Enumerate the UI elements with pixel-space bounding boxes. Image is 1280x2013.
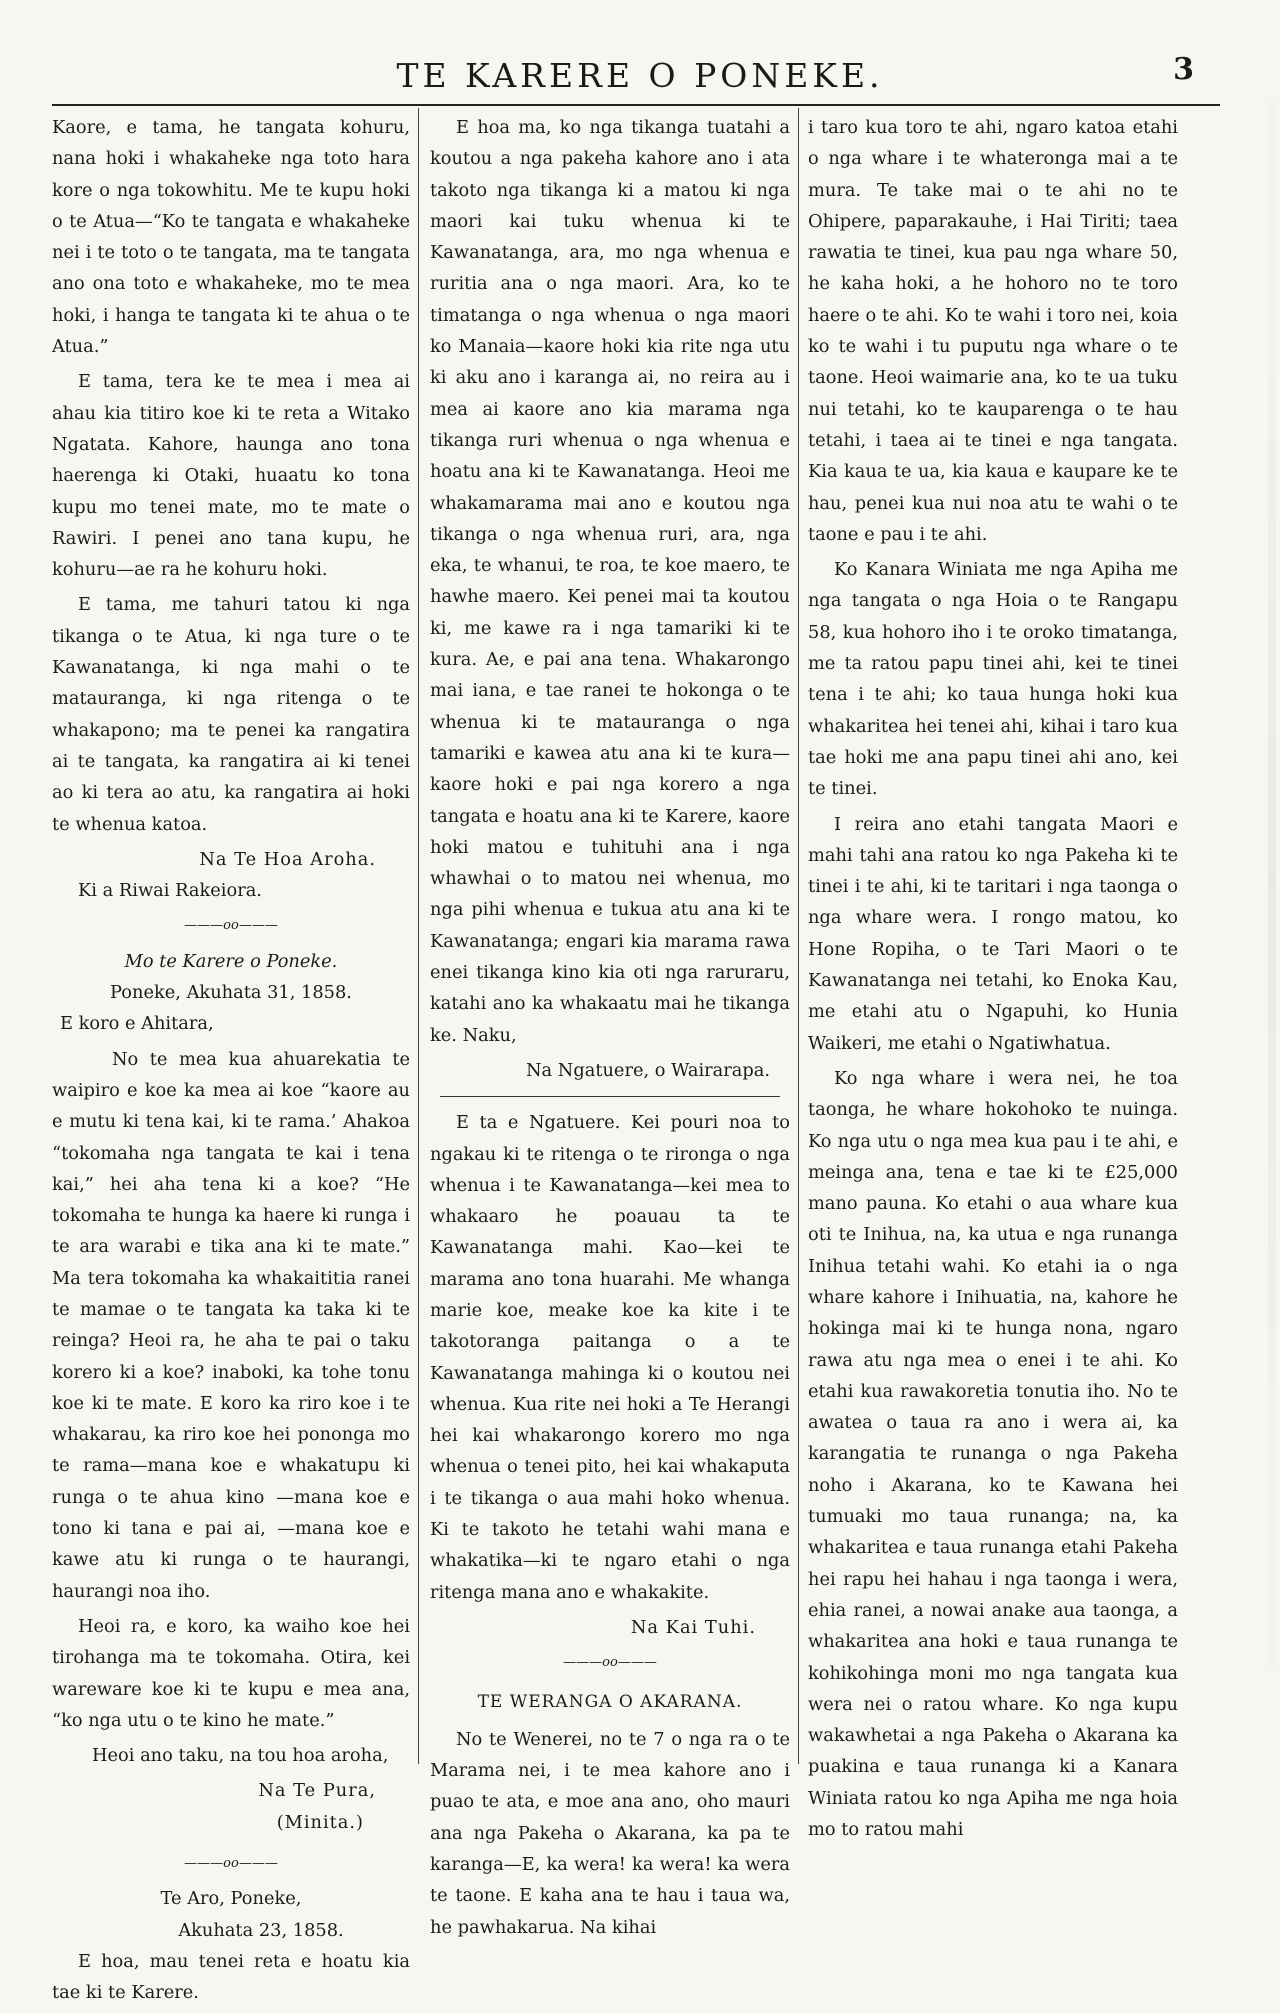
paragraph: E ta e Ngatuere. Kei pouri noa to ngakau ki te ritenga o te rironga o nga whenua i te Kawanatanga—kei mea to whakaaro he poauau ta te Kawanatanga mahi. Kao—kei te marama ano tona huarahi. Me whanga marie koe, meake koe ka kite i te takotoranga paitanga o a te Kawanatanga mahinga ki o koutou nei whenua. Kua rite nei hoki a Te Herangi hei kai whakarongo korero mo nga whenua o tenei pito, hei kai whakaputa i te tikanga o aua mahi hoko whenua. Ki te takoto he tetahi wahi mana e whakatika—ki te ngaro etahi o nga ritenga mana ano e whakakite.: [430, 1112, 790, 1603]
separator: ———oo———: [184, 918, 278, 934]
signature-title: (Minita.): [276, 1811, 364, 1833]
paragraph: E hoa, mau tenei reta e hoatu kia tae ki te Karere.: [52, 1950, 410, 2004]
paragraph: Kaore, e tama, he tangata kohuru, nana hoki i whakaheke nga toto hara kore o nga tokowhitu. Me te kupu hoki o te Atua—“Ko te tangata e whakaheke nei i te toto o te tangata, ma te tangata ano ona toto e whakaheke, mo te mea hoki, i hanga te tangata ki te ahua o te Atua.”: [52, 117, 410, 358]
paragraph: I reira ano etahi tangata Maori e mahi tahi ana ratou ko nga Pakeha ki te tinei i te ahi, ki te taritari i nga taonga o nga whare wera. I rongo matou, ko Hone Ropiha, o te Tari Maori o te Kawanatanga nei tetahi, ko Enoka Kau, me etahi atu o Ngapuhi, ko Hunia Waikeri, me etahi o Ngatiwhatua.: [808, 813, 1178, 1054]
letter-date: Poneke, Akuhata 31, 1858.: [110, 982, 352, 1004]
paragraph: No te mea kua ahuarekatia te waipiro e koe ka mea ai koe “kaore au e mutu ki tena kai, ki te rama.’ Ahakoa “tokomaha nga tangata te kai i tena kai,” hei aha tena ki a koe? “He tokomaha te hunga ka haere ki runga i te ara warabi e tika ana ki te mate.” Ma tera tokomaha ka whakaititia ranei te mamae o te tangata ka taka ki te reinga? Heoi ra, he aha te pai o taku korero ki a koe? inaboki, ka tohe tonu koe ki te mate. E koro ka riro koe i te whakarau, ka riro koe hei pononga mo te rama—mana koe e whakatupu ki runga o te ahua kino —mana koe e tono ki tana e pai ai, —mana koe e kawe atu ki runga o te haurangi, haurangi noa iho.: [52, 1048, 410, 1602]
salutation: E koro e Ahitara,: [60, 1013, 214, 1035]
paragraph: E tama, tera ke te mea i mea ai ahau kia titiro koe ki te reta a Witako Ngatata. Kahore, haunga ano tona haerenga ki Otaki, huaatu ko tona kupu mo tenei mate, mo te mate o Rawiri. I penei ano tana kupu, he kohuru—ae ra he kohuru hoki.: [52, 371, 410, 581]
column-1: [52, 112, 410, 2013]
masthead: [0, 44, 1280, 94]
paragraph: Heoi ano taku, na tou hoa aroha,: [92, 1745, 389, 1767]
page-number: 3: [1173, 52, 1194, 87]
column-3: [808, 112, 1178, 1849]
column-2: [430, 112, 790, 1947]
letter-address: Te Aro, Poneke,: [160, 1888, 302, 1910]
paragraph: No te Wenerei, no te 7 o nga ra o te Marama nei, i te mea kahore ano i puao te ata, e moe ana ano, oho mauri ana nga Pakeha o Akarana, ka pa te karanga—E, ka wera! ka wera! ka wera te taone. E kaha ana te hau i taua wa, he pawhakarua. Na kihai: [430, 1728, 790, 1938]
paragraph: i taro kua toro te ahi, ngaro katoa etahi o nga whare i te whateronga mai a te mura. Te take mai o te ahi no te Ohipere, paparakauhe, i Hai Tiriti; taea rawatia te tinei, kua pau nga whare 50, he kaha hoki, a he hohoro no te toro haere o te ahi. Ko te wahi i toro nei, koia ko te wahi i tu puputu nga whare o te taone. Heoi waimarie ana, ko te ua tuku nui tetahi, ko te kauparenga o te hau tetahi, i taea ai te tinei e nga tangata. Kia kaua te ua, kia kaua e kaupare ke te hau, penei kua nui noa atu te wahi o te taone e pau i te ahi.: [808, 117, 1178, 545]
signature: Na Ngatuere, o Wairarapa.: [525, 1059, 770, 1081]
paragraph: Heoi ra, e koro, ka waiho koe hei tirohanga ma te tokomaha. Otira, kei wareware koe ki te kupu e mea ana, “ko nga utu o te kino he mate.”: [52, 1615, 410, 1731]
newspaper-title: TE KARERE O PONEKE.: [396, 56, 884, 95]
article-heading: TE WERANGA O AKARANA.: [477, 1691, 743, 1712]
signature: Na Kai Tuhi.: [630, 1616, 756, 1638]
divider: [440, 1096, 780, 1097]
letter-date: Akuhata 23, 1858.: [178, 1919, 344, 1941]
column-divider-1: [418, 108, 419, 1764]
signature: Na Te Hoa Aroha.: [199, 848, 376, 870]
paragraph: E tama, me tahuri tatou ki nga tikanga o te Atua, ki nga ture o te Kawanatanga, ki nga mahi o te matauranga, ki nga ritenga o te whakapono; ma te penei ka rangatira ai te tangata, ka rangatira ai ki tenei ao ki tera ao atu, ka rangatira ai hoki te whenua katoa.: [52, 594, 410, 835]
paragraph: E hoa ma, ko nga tikanga tuatahi a koutou a nga pakeha kahore ano i ata takoto nga tikanga ki a matou ki nga maori kai tuku whenua ki te Kawanatanga, ara, mo nga whenua e ruritia ana o nga maori. Ara, ko te timatanga o nga whenua o nga maori ko Manaia—kaore hoki kia rite nga utu ki aku ano i karanga ai, no reira au i mea ai kaore ano kia marama nga tikanga ruri whenua o nga whenua e hoatu ana ki te Kawanatanga. Heoi me whakamarama mai ano e koutou nga tikanga o nga whenua ruri, ara, nga eka, te whanui, te roa, te koe maero, te hawhe maero. Kei penei mai ta koutou ki, me kawe ra i nga tamariki ki te kura. Ae, e pai ana tena. Whakarongo mai iana, e tae ranei te hokonga o te whenua ki te matauranga o nga tamariki e kawea atu ana ki te kura—kaore hoki e pai nga korero a nga tangata e hoatu ana ki te Karere, kaore hoki matou e tuhituhi ana i nga whawhai o to matou nei whenua, mo nga pihi whenua e tukua atu ana ki te Kawanatanga; engari kia marama rawa enei tikanga kino kia oti nga raruraru, katahi ano ka whakaatu mai he tikanga ke. Naku,: [430, 117, 790, 1046]
paragraph: Ko Kanara Winiata me nga Apiha me nga tangata o nga Hoia o te Rangapu 58, kua hohoro iho i te oroko timatanga, me ta ratou papu tinei ahi, kei te tinei tena i te ahi; ko taua hunga hoki kua whakaritea hei tenei ahi, kihai i taro kua tae hoki me ana papu tinei ahi ano, kei te tinei.: [808, 559, 1178, 800]
header-rule: [52, 104, 1220, 106]
signature: Na Te Pura,: [258, 1780, 376, 1802]
column-divider-2: [798, 108, 799, 1764]
paragraph: Ko nga whare i wera nei, he toa taonga, he whare hokohoko te nuinga. Ko nga utu o nga mea kua pau i te ahi, e meinga ana, tena e tae ki te £25,000 mano pauna. Ko etahi o aua whare kua oti te Inihua, na, ka utua e nga runanga Inihua tetahi wahi. Ko etahi ia o nga whare kahore i Inihuatia, na, kahore he hokinga mai ki te hunga nona, ngaro rawa atu nga mea o enei i te ahi. Ko etahi kua rawakoretia tonutia iho. No te awatea o taua ra ano i wera ai, ka karangatia te runanga o nga Pakeha noho i Akarana, ko te Kawana hei tumuaki mo taua runanga; na, ka whakaritea e taua runanga etahi Pakeha hei rapu hei hahau i nga taonga i wera, ehia ranei, a nowai anake aua taonga, a whakaritea ana hoki e taua runanga te kohikohinga moni mo nga tangata kua wera nei o ratou whare. Ko nga kupu wakawhetai a nga Pakeha o Akarana ka puakina e taua runanga ki a Kanara Winiata ratou ko nga Apiha me nga hoia mo to ratou mahi: [808, 1067, 1178, 1841]
separator: ———oo———: [563, 1655, 657, 1671]
separator: ———oo———: [184, 1856, 278, 1872]
letter-heading: Mo te Karere o Poneke.: [124, 950, 338, 972]
scan-edge: [1268, 0, 1276, 1764]
addressee: Ki a Riwai Rakeiora.: [78, 880, 262, 902]
